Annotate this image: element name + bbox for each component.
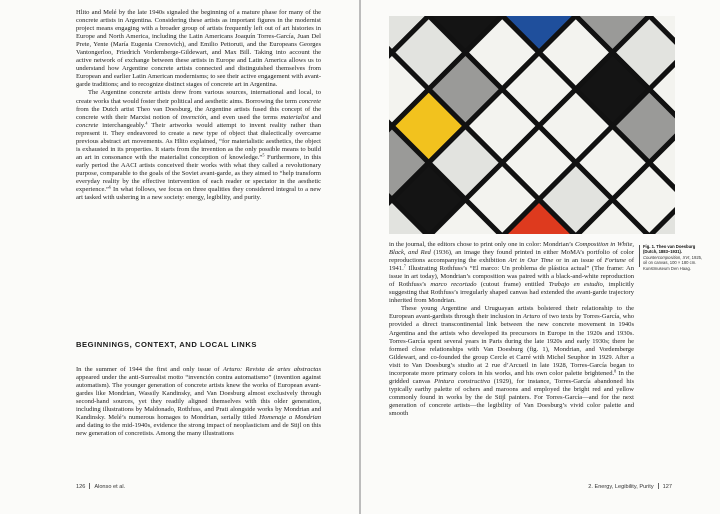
- page-number: 127: [662, 484, 672, 490]
- footnote-ref: 6: [108, 184, 111, 190]
- left-page: [0, 0, 359, 514]
- caption-title: Fig. 1. Theo van Doesburg (Dutch, 1883–1931).: [643, 244, 696, 255]
- running-head: 2. Energy, Legibility, Purity: [588, 484, 654, 490]
- footnote-ref: 5: [262, 152, 265, 158]
- figure-caption: [643, 244, 703, 271]
- paragraph: Hlito and Melé by the late 1940s signaled the beginning of a mature phase for many of the concrete artists in Argentina. Considering these artists as important figures in the modernist project means engaging with a broader group of artists frequently left out of art histories in Europe and North America, including the Latin Americans Joaquín Torres-García, Juan Del Prete, Yente (María Eugenia Crenovich), and Emilio Pettoruti, and the Europeans Georges Vantongerloo, Friedrich Vordemberge-Gildewart, and Max Bill. Taking into account the active network of exchange between these artists in Europe and Latin America allows us to understand how Argentine concrete artists connected and distinguished themselves from European and earlier Latin American modernisms; to see their active engagement with avant-garde traditions; and to recognize distinct stages of concrete art in Argentina.: [76, 9, 321, 89]
- artwork-svg: [389, 16, 675, 234]
- folio-right: [588, 483, 672, 490]
- folio-left: [76, 483, 125, 490]
- right-column: [389, 241, 634, 418]
- section-heading: BEGINNINGS, CONTEXT, AND LOCAL LINKS: [76, 340, 257, 349]
- left-column-upper: [76, 9, 321, 202]
- paragraph: in the journal, the editors chose to print only one in color: Mondrian’s Composition in White, Black, and Red (1936), an image they found printed in either MoMA’s portfolio of color reproductions accompanying the exhibition Art in Our Time or in an issue of Fortune of 1941.$^7$ Illustrating Rothfuss’s “El marco: Un problema de plástica actual” (The frame: An issue in art today), Mondrian’s composition was paired with a black-and-white reproduction of Rothfuss’s marco recortado (cutout frame) entitled Trabajo en estudio, implicitly suggesting that Rothfuss’s irregularly shaped canvas had extended the avant-garde trajectory inherited from Mondrian.: [389, 241, 635, 305]
- right-page: [361, 0, 720, 514]
- left-column-lower: [76, 366, 321, 438]
- paragraph: In the summer of 1944 the first and only issue of Arturo: Revista de artes abstractas appeared under the anti-Surrealist motto “invención contra automatismo” (invention against automatism). The younger generation of concrete artists knew the works of European avant-gardes like Mondrian, Wassily Kandinsky, and Van Doesburg almost exclusively through second-hand sources, yet they readily aligned themselves with this older generation, including illustrations by Maldonado, Rothfuss, and Prati alongside works by Mondrian and Kandinsky. Melé’s numerous homages to Mondrian, serially titled Homenaje a Mondrian and dating to the mid-1940s, evidence the strong impact of neoplasticism and de Stijl on this new generation of concretists. Among the many illustrations: [76, 366, 321, 438]
- footnote-ref: 8: [614, 368, 617, 374]
- page-number: 126: [76, 484, 86, 490]
- running-head: Alonso et al.: [94, 484, 126, 490]
- caption-details: Countercomposition, XVI, 1925, oil on canvas, 100 × 180 cm. Kunstmuseum Den Haag.: [643, 254, 703, 271]
- footnote-ref: 7: [403, 263, 406, 269]
- paragraph: These young Argentine and Uruguayan artists bolstered their relationship to the European avant-gardists through their inclusion in Arturo of two texts by Torres-García, who provided a direct transcontinental link between the new concrete movement in 1940s Argentina and the artists who developed its precursors in Europe in the 1920s and 1930s. Torres-García spent several years in Paris during the late 1920s and early 1930s; there he formed close relationships with Van Doesburg (fig. 1), Mondrian, and Vordemberge Gildewart, and co-founded the group Cercle et Carré with Michel Seuphor in 1929. After a visit to Van Doesburg’s studio at 2 rue d’Arcueil in late 1928, Torres-García began to incorporate more primary colors in his works, and his own color palette brightened.$^8$ In the gridded canvas Pintura constructiva (1929), for instance, Torres-García abandoned his typically earthy palette of ochers and maroons and employed the bright red and yellow commonly found in works by the de Stijl painters. For Torres-García—and for the next generation of concrete artists—the legibility of Van Doesburg’s vivid color palette and smooth: [389, 305, 635, 417]
- paragraph: The Argentine concrete artists drew from various sources, international and local, to create works that would foster their political and aesthetic aims. Borrowing the term concrete from the Dutch artist Theo van Doesburg, the Argentine artists fused this concept of the concrete with their Marxist notion of invención, and even used the terms materialist and concrete interchangeably.$^4$ Their artworks would attempt to invent reality rather than represent it. They endeavored to create a new type of object that dialectically overcame previous abstract art movements. As Hlito explained, “for materialistic aesthetics, the object is exhausted in its properties. It starts from the invention as the only possible means to build an art in consonance with the materialist conception of knowledge.”$^5$ Furthermore, in this early period the AACI artists conceived their works with what they called a revolutionary purpose, comparable to the goals of the Soviet avant-garde, as they aimed to “help transform everyday reality by the effective intervention of each reader or spectator in the aesthetic experience.”$^6$ In what follows, we focus on three qualities they considered integral to a new art tasked with ushering in a new society: energy, legibility, and purity.: [76, 89, 322, 202]
- caption-rule: [639, 245, 640, 267]
- artwork-image-countercomposition: [389, 16, 675, 234]
- footnote-ref: 4: [145, 120, 148, 126]
